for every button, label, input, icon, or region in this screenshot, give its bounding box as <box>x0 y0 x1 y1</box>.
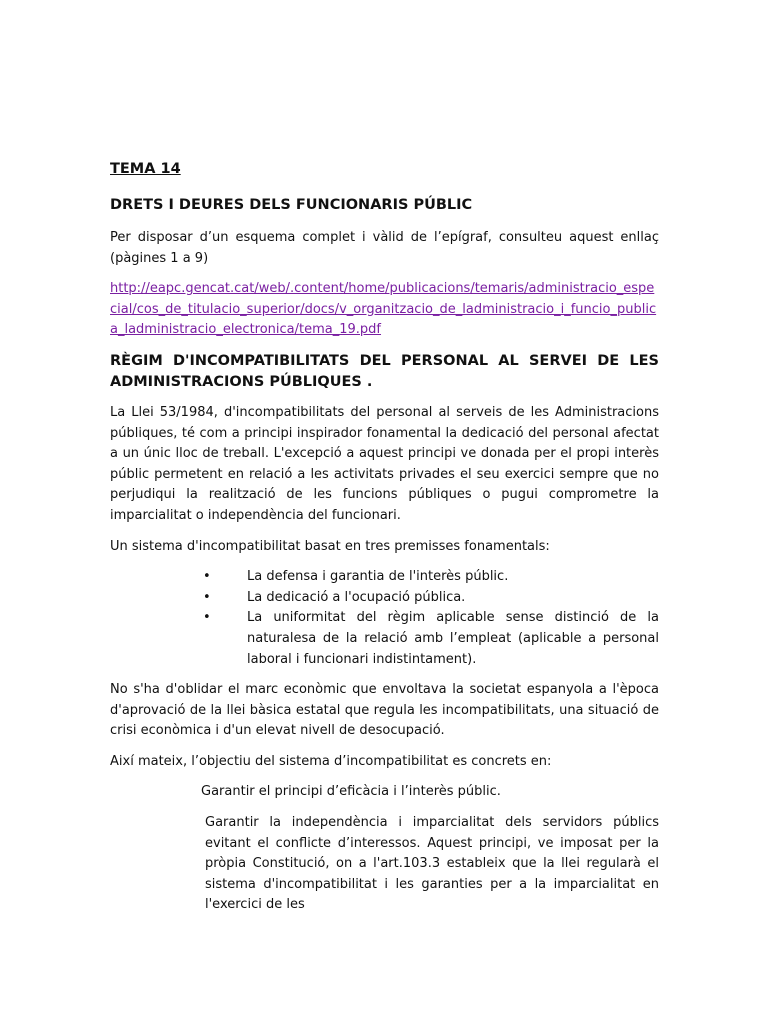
list-item-text: La dedicació a l'ocupació pública. <box>247 589 466 605</box>
paragraph-objectives-intro: Així mateix, l’objectiu del sistema d’incompatibilitat es concrets en: <box>110 753 552 769</box>
premises-list <box>110 567 659 670</box>
list-item <box>110 608 659 670</box>
document-body <box>110 158 659 926</box>
list-item <box>110 588 659 609</box>
section-heading: RÈGIM D'INCOMPATIBILITATS DEL PERSONAL AL SERVEI DE LES ADMINISTRACIONS PÚBLIQUES . <box>110 352 659 390</box>
objective-independence: Garantir la independència i imparcialitat dels servidors públics evitant el conflicte d’interessos. Aquest principi, ve imposat per la pròpia Constitució, on a l'art.103.3 estableix que la llei regularà el sistema d'incompatibilitat i les garanties per a la imparcialitat en l'exercici de les <box>205 815 659 913</box>
page-title: DRETS I DEURES DELS FUNCIONARIS PÚBLIC <box>110 197 473 213</box>
list-item <box>110 567 659 588</box>
reference-link[interactable]: http://eapc.gencat.cat/web/.content/home/publicacions/temaris/administracio_especial/cos_de_titulacio_superior/docs/v_organitzacio_de_ladministracio_i_funcio_publica_ladministracio_electronica/tema_19.pdf <box>110 281 657 338</box>
topic-number: TEMA 14 <box>110 161 181 177</box>
bullet-icon: • <box>203 610 211 626</box>
bullet-icon: • <box>203 569 211 585</box>
paragraph-premises-intro: Un sistema d'incompatibilitat basat en tres premisses fonamentals: <box>110 538 550 554</box>
paragraph-law: La Llei 53/1984, d'incompatibilitats del personal al serveis de les Administracions públiques, té com a principi inspirador fonamental la dedicació del personal afectat a un únic lloc de treball. L'excepció a aquest principi ve donada per el propi interès públic permetent en relació a les activitats privades el seu exercici sempre que no perjudiqui la realització de les funcions públiques o pugui comprometre la imparcialitat o independència del funcionari. <box>110 404 659 523</box>
list-item-text: La uniformitat del règim aplicable sense distinció de la naturalesa de la relació amb l’empleat (aplicable a personal laboral i funcionari indistintament). <box>247 610 659 667</box>
list-item-text: La defensa i garantia de l'interès públic. <box>247 569 509 585</box>
intro-paragraph: Per disposar d’un esquema complet i vàlid de l’epígraf, consulteu aquest enllaç (pàgines 1 a 9) <box>110 230 659 266</box>
objective-efficacy: Garantir el principi d’eficàcia i l’interès públic. <box>201 784 501 800</box>
bullet-icon: • <box>203 589 211 605</box>
paragraph-economic-context: No s'ha d'oblidar el marc econòmic que envoltava la societat espanyola a l'època d'aprovació de la llei bàsica estatal que regula les incompatibilitats, una situació de crisi econòmica i d'un elevat nivell de desocupació. <box>110 682 659 739</box>
